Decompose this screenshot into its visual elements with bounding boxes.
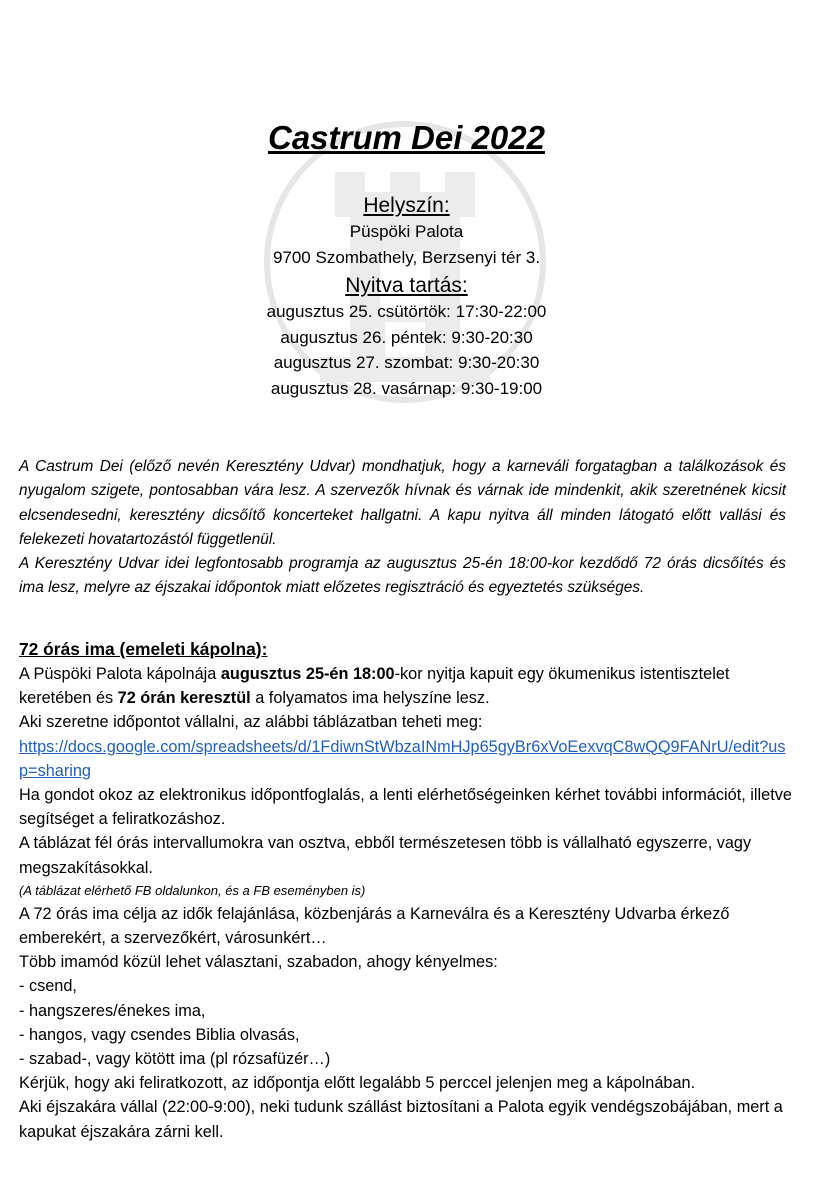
section-paragraph: Több imamód közül lehet választani, szabadon, ahogy kényelmes:	[19, 953, 498, 972]
intro-paragraph: A Castrum Dei (előző nevén Keresztény Udvar) mondhatjuk, hogy a karneváli forgatagban a találkozások és nyugalom szigete, pontosabban vára lesz. A szervezők hívnak és várnak ide mindenkit, akik szeretnének kicsit elcsendesedni, keresztény dicsőítő koncerteket hallgatni. A kapu nyitva áll minden látogató előtt vallási és felekezeti hovatartozástól függetlenül.	[19, 458, 786, 548]
list-item: - hangos, vagy csendes Biblia olvasás,	[19, 1025, 300, 1044]
page-title: Castrum Dei 2022	[268, 119, 545, 156]
text-run: -kor nyitja kapuit egy ökumenikus istentisztelet keretében és	[19, 665, 730, 708]
intro-text	[19, 455, 786, 601]
section-paragraph: Ha gondot okoz az elektronikus időpontfoglalás, a lenti elérhetőségeinken kérhet további információt, illetve segítséget a feliratkozáshoz.	[19, 786, 792, 829]
section-paragraph: Kérjük, hogy aki feliratkozott, az időpontja előtt legalább 5 perccel jelenjen meg a kápolnában.	[19, 1074, 696, 1093]
list-item: - hangszeres/énekes ima,	[19, 1001, 206, 1020]
list-item: - csend,	[19, 977, 77, 996]
location-name: Püspöki Palota	[349, 222, 464, 241]
opening-day: augusztus 27. szombat: 9:30-20:30	[273, 353, 540, 372]
bold-date: augusztus 25-én 18:00	[220, 665, 395, 683]
intro-paragraph: A Keresztény Udvar idei legfontosabb programja az augusztus 25-én 18:00-kor kezdődő 72 órás dicsőítés és ima lesz, melyre az éjszakai időpontok miatt előzetes regisztráció és egyeztetés szükséges.	[19, 555, 786, 597]
note: (A táblázat elérhető FB oldalunkon, és a FB eseményben is)	[19, 882, 366, 898]
text-run: A Püspöki Palota kápolnája	[19, 665, 221, 683]
spreadsheet-link[interactable]: https://docs.google.com/spreadsheets/d/1FdiwnStWbzaINmHJp65gyBr6xVoEexvqC8wQQ9FANrU/edit?usp=sharing	[19, 737, 786, 780]
opening-hours-label: Nyitva tartás:	[345, 274, 468, 297]
opening-day: augusztus 26. péntek: 9:30-20:30	[280, 327, 533, 347]
list-item: - szabad-, vagy kötött ima (pl rózsafüzér…)	[19, 1050, 331, 1069]
section-paragraph: A 72 órás ima célja az idők felajánlása, közbenjárás a Karneválra és a Keresztény Udvarba érkező emberekért, a szervezőkért, városunkért…	[19, 904, 730, 948]
section-paragraph	[19, 662, 794, 710]
section-paragraph: Aki szeretne időpontot vállalni, az alábbi táblázatban teheti meg:	[19, 713, 483, 732]
location-label: Helyszín:	[363, 194, 450, 217]
location-address: 9700 Szombathely, Berzsenyi tér 3.	[272, 247, 541, 267]
opening-day: augusztus 28. vasárnap: 9:30-19:00	[270, 378, 543, 398]
section-heading: 72 órás ima (emeleti kápolna):	[19, 639, 268, 659]
bold-duration: 72 órán keresztül	[117, 689, 251, 708]
opening-day: augusztus 25. csütörtök: 17:30-22:00	[266, 302, 547, 321]
section-paragraph: A táblázat fél órás intervallumokra van osztva, ebből természetesen több is vállalható egyszerre, vagy megszakításokkal.	[19, 834, 752, 877]
prayer-section	[19, 637, 794, 1144]
section-paragraph: Aki éjszakára vállal (22:00-9:00), neki tudunk szállást biztosítani a Palota egyik vendégszobájában, mert a kapukat éjszakára zárni kell.	[19, 1098, 783, 1141]
text-run: a folyamatos ima helyszíne lesz.	[250, 689, 490, 708]
header	[0, 118, 813, 401]
